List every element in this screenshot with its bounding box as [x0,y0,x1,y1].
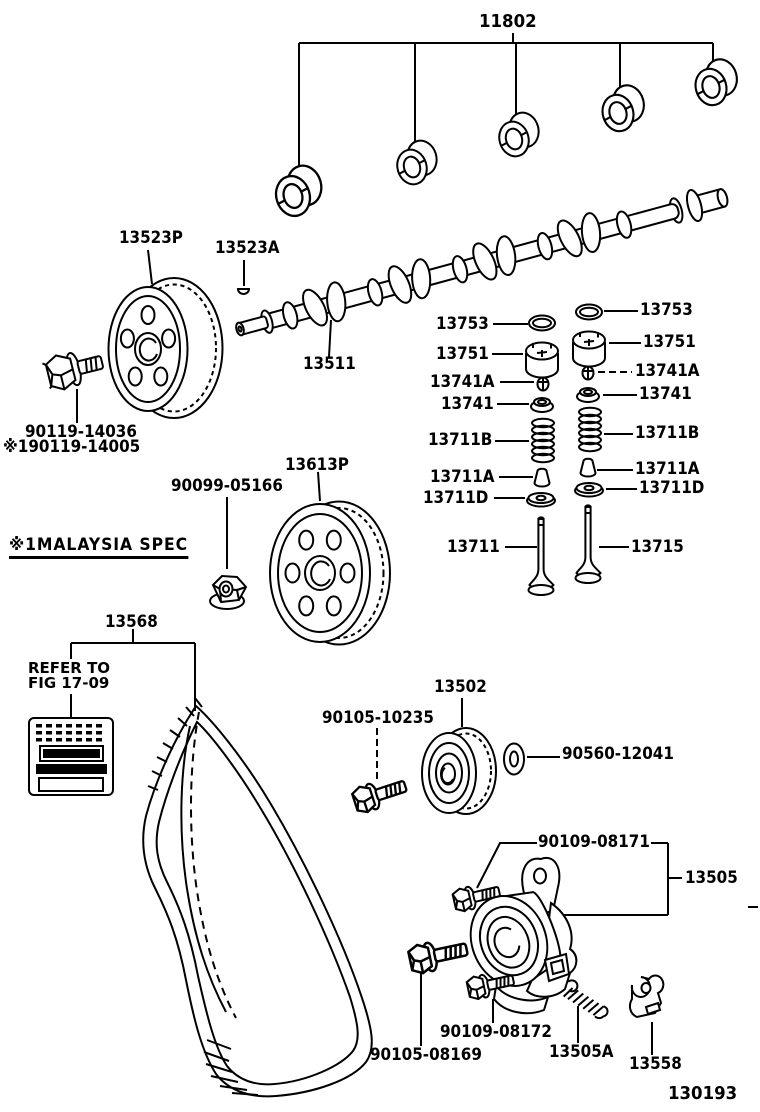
bolt-90119-drawing [41,345,106,393]
exhaust-valve-parts-drawing [573,305,605,584]
tension-spring-drawing [560,978,612,1021]
malaysia-spec-note: ※1MALAYSIA SPEC [9,537,188,559]
part-label-90105-10235[interactable]: 90105-10235 [322,708,434,727]
intake-valve-parts-drawing [526,316,558,596]
gear-13613p-drawing [270,502,390,645]
part-label-13711a-intake[interactable]: 13711A [430,467,495,486]
belt-label-box-drawing [29,718,113,795]
part-label-13751-exhaust[interactable]: 13751 [643,332,696,351]
flange-nut-drawing [210,576,246,609]
timing-belt-drawing [143,698,372,1096]
washer-90560-drawing [504,744,524,775]
idler-pulley-13502-drawing [422,728,496,814]
part-label-13505a[interactable]: 13505A [549,1042,614,1061]
part-label-13523p[interactable]: 13523P [119,228,183,247]
part-label-13741a-exhaust[interactable]: 13741A [635,361,700,380]
part-label-90119-14005[interactable]: ※190119-14005 [3,437,141,456]
part-label-90105-08169[interactable]: 90105-08169 [370,1045,482,1064]
part-label-13505[interactable]: 13505 [685,868,738,887]
part-label-13711b-exhaust[interactable]: 13711B [635,423,700,442]
part-label-13751-intake[interactable]: 13751 [436,344,489,363]
part-label-13741a-intake[interactable]: 13741A [430,372,495,391]
part-label-13711[interactable]: 13711 [447,537,500,556]
refer-note-line2: FIG 17-09 [28,674,110,692]
refer-note-line1: REFER TO [28,659,111,677]
part-label-13753-intake[interactable]: 13753 [436,314,489,333]
part-label-13568[interactable]: 13568 [105,612,158,631]
part-label-13613p[interactable]: 13613P [285,455,349,474]
page-code: 130193 [668,1083,738,1104]
part-label-13502[interactable]: 13502 [434,677,487,696]
part-label-13558[interactable]: 13558 [629,1054,682,1073]
part-label-13711d-intake[interactable]: 13711D [423,488,489,507]
camshaft-bearings-drawing [270,56,743,220]
woodruff-key-drawing [238,289,249,294]
part-label-90560-12041[interactable]: 90560-12041 [562,744,674,763]
part-label-13711b-intake[interactable]: 13711B [428,430,493,449]
part-label-13715[interactable]: 13715 [631,537,684,556]
part-label-13523a[interactable]: 13523A [215,238,280,257]
part-label-13741-intake[interactable]: 13741 [441,394,494,413]
part-label-13711a-exhaust[interactable]: 13711A [635,459,700,478]
part-label-13711d-exhaust[interactable]: 13711D [639,478,705,497]
part-label-90099-05166[interactable]: 90099-05166 [171,476,283,495]
part-label-13741-exhaust[interactable]: 13741 [639,384,692,403]
part-label-13511[interactable]: 13511 [303,354,356,373]
part-label-13753-exhaust[interactable]: 13753 [640,300,693,319]
camshaft-gear-13523p-drawing [109,278,223,418]
tensioner-13505-drawing [407,858,576,1013]
bolt-90105-10235-drawing [351,773,409,815]
part-label-11802[interactable]: 11802 [479,11,537,32]
part-label-90109-08171[interactable]: 90109-08171 [538,832,650,851]
part-label-90109-08172[interactable]: 90109-08172 [440,1022,552,1041]
clip-13558-drawing [630,976,663,1017]
part-label-90119-14036[interactable]: 90119-14036 [25,422,137,441]
